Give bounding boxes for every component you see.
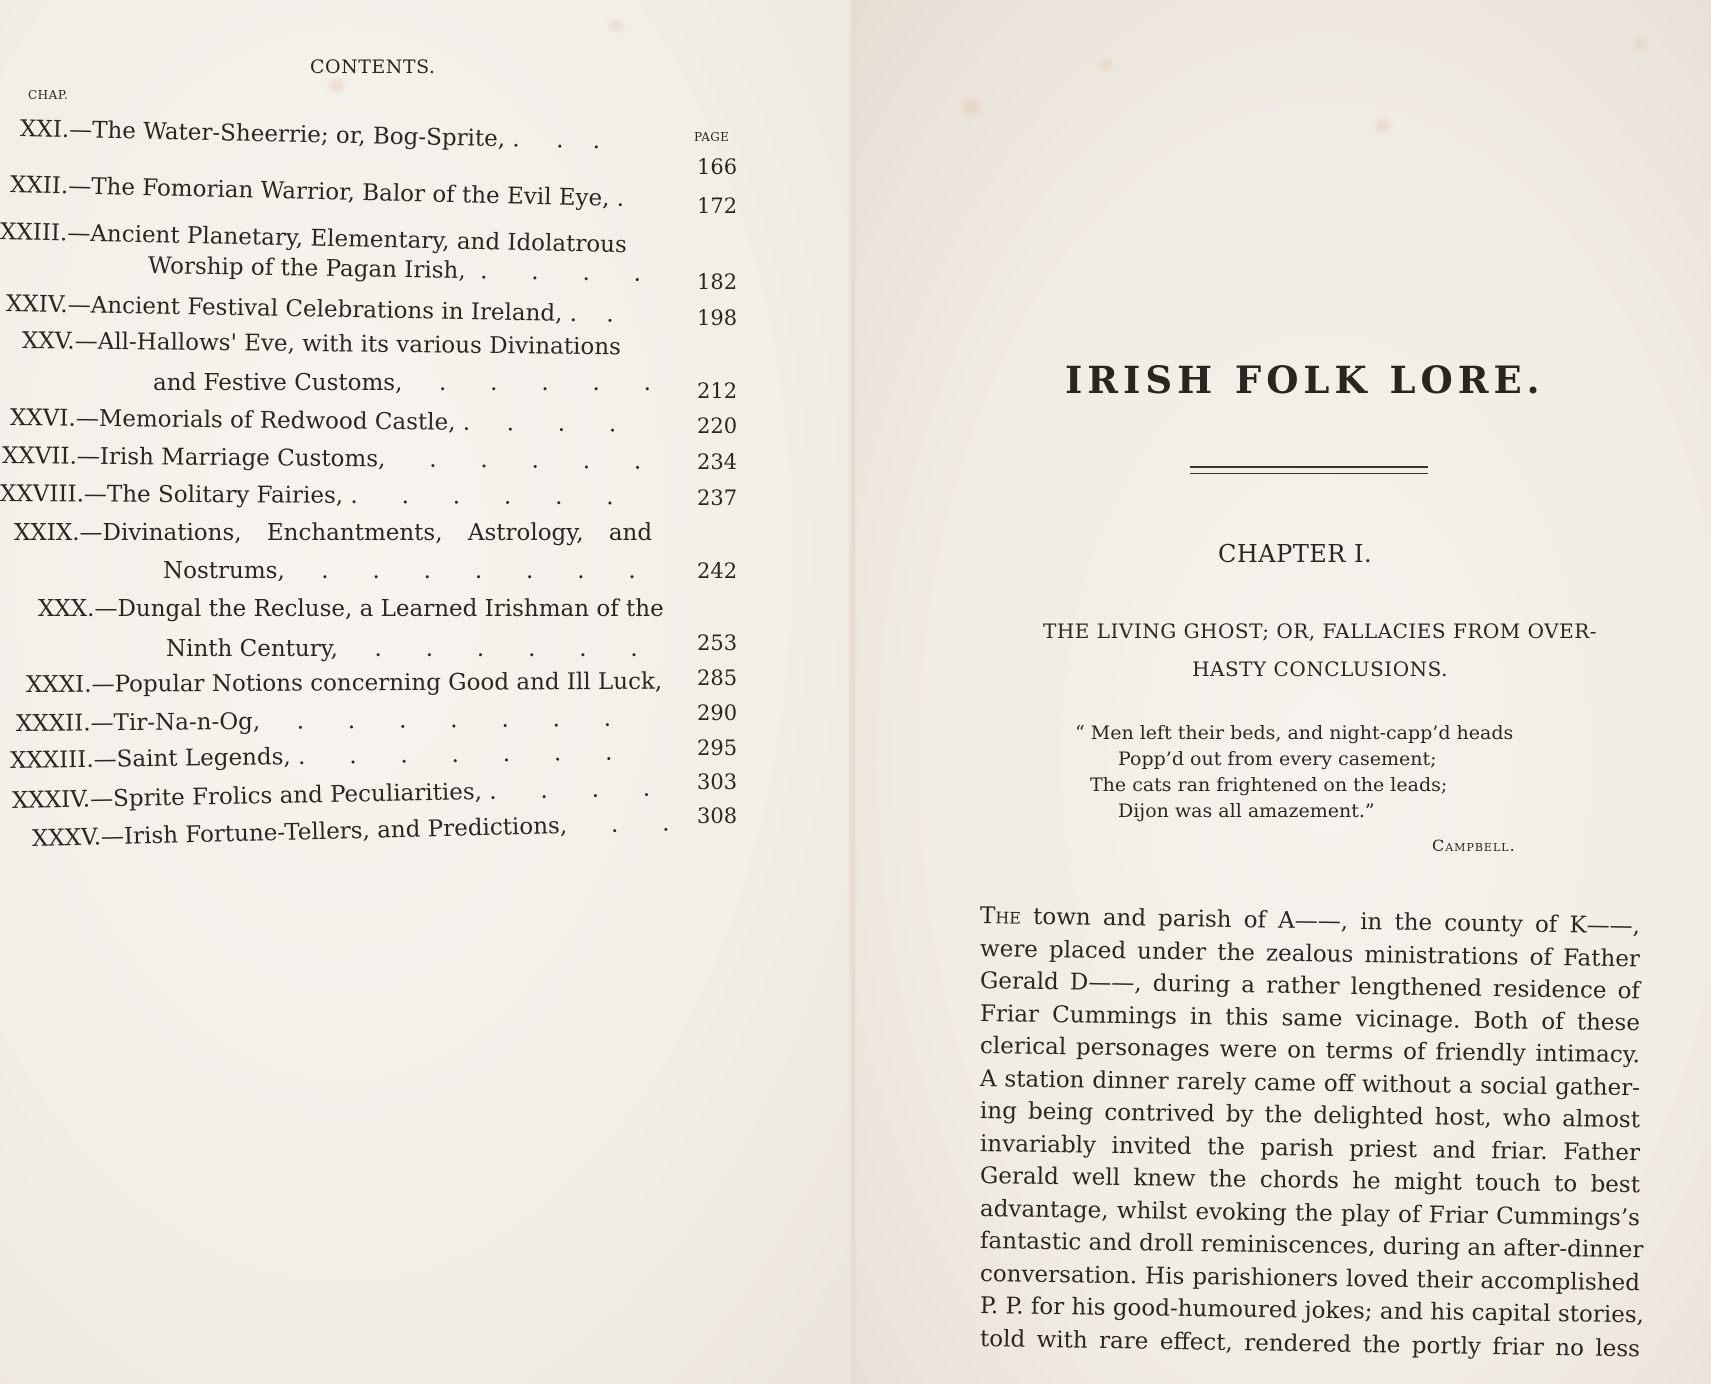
toc-chapter-number: XXIX. xyxy=(14,520,80,546)
body-line: invariably invited the parish priest and friar. Father xyxy=(979,1130,1641,1166)
epigraph-attribution: Campbell. xyxy=(1432,836,1516,855)
toc-entry[interactable] xyxy=(38,598,664,621)
toc-chapter-number: XXIII. xyxy=(0,219,68,247)
toc-title: —Sprite Frolics and Peculiarities, . xyxy=(89,778,497,813)
toc-chapter-number: XXXIV. xyxy=(11,786,91,814)
toc-chapter-number: XXIV. xyxy=(5,291,68,319)
body-line: advantage, whilst evoking the play of Friar Cummings’s xyxy=(979,1195,1641,1231)
verse-line: The cats ran frightened on the leads; xyxy=(1090,774,1448,796)
body-line: Friar Cummings in this same vicinage. Both of these xyxy=(979,1000,1641,1036)
toc-entry-continuation: and Festive Customs, . . . . . xyxy=(153,370,651,396)
body-line: were placed under the zealous ministrations of Father xyxy=(979,935,1641,972)
body-line: P. P. for his good-humoured jokes; and his capital stories, xyxy=(979,1293,1645,1329)
toc-chapter-number: XXII. xyxy=(9,172,69,200)
toc-title: —Irish Fortune-Tellers, and Predictions, xyxy=(100,812,568,851)
toc-page-number: 308 xyxy=(697,804,738,828)
toc-page-number: 295 xyxy=(697,736,738,760)
book-title: IRISH FOLK LORE. xyxy=(1065,358,1545,402)
toc-page-number: 234 xyxy=(697,450,738,474)
toc-title: —The Water-Sheerrie; or, Bog-Sprite, . . . xyxy=(68,117,601,155)
body-line: clerical personages were on terms of friendly intimacy. xyxy=(979,1033,1641,1069)
toc-page-number: 285 xyxy=(697,666,738,690)
toc-title: —Divinations, Enchantments, Astrology, and xyxy=(79,520,653,546)
toc-page-number: 198 xyxy=(697,306,738,330)
toc-chapter-number: XXV. xyxy=(21,328,75,355)
chap-column-label: CHAP. xyxy=(28,88,69,102)
body-line: A station dinner rarely came off without a social gather- xyxy=(979,1065,1641,1101)
toc-entry-continuation: Worship of the Pagan Irish, . . . . xyxy=(147,253,642,287)
toc-entry[interactable]: XXXIV.—Sprite Frolics and Peculiarities, . . . . xyxy=(11,775,651,814)
body-line: The town and parish of A——, in the county of K——, xyxy=(979,903,1641,940)
toc-chapter-number: XXXIII. xyxy=(9,746,94,774)
toc-page-number: 182 xyxy=(697,270,738,294)
body-line: ing being contrived by the delighted host, who almost xyxy=(979,1098,1641,1134)
table-of-contents xyxy=(0,0,760,900)
toc-chapter-number: XXX. xyxy=(38,596,95,622)
toc-page-number: 242 xyxy=(697,559,738,583)
verse-line: Popp’d out from every casement; xyxy=(1118,748,1437,770)
verse-line: Dijon was all amazement.” xyxy=(1118,800,1375,822)
toc-entry-continuation: Nostrums, . . . . . . . xyxy=(163,558,636,584)
toc-chapter-number: XXXV. xyxy=(31,824,102,852)
chapter-subtitle: THE LIVING GHOST; OR, FALLACIES FROM OVER- HASTY CONCLUSIONS. xyxy=(1042,619,1598,681)
toc-title: —Irish Marriage Customs, xyxy=(76,443,386,473)
toc-entry[interactable] xyxy=(22,330,621,359)
body-line: conversation. His parishioners loved their accomplished xyxy=(979,1260,1641,1296)
toc-chapter-number: XXVIII. xyxy=(0,481,85,508)
foxing-stain xyxy=(1100,60,1112,70)
toc-title: —All-Hallows' Eve, with its various Divinations xyxy=(74,328,622,361)
toc-page-number: 166 xyxy=(697,155,738,179)
toc-entry[interactable]: XXXIII.—Saint Legends, . . . . . . . xyxy=(9,739,613,774)
epigraph-verse xyxy=(1075,720,1513,824)
toc-entry[interactable] xyxy=(14,522,652,545)
left-page-contents xyxy=(0,0,855,1384)
toc-entry[interactable]: XXVIII.—The Solitary Fairies, . . . . . . xyxy=(0,481,614,511)
contents-heading: CONTENTS. xyxy=(310,56,436,78)
toc-page-number: 220 xyxy=(697,414,738,438)
toc-title: —The Solitary Fairies, . xyxy=(83,481,358,509)
toc-entry[interactable]: XXXII.—Tir-Na-n-Og, . . . . . . . xyxy=(15,705,612,737)
toc-title: —Ancient Planetary, Elementary, and Idolatrous xyxy=(67,220,628,259)
toc-chapter-number: XXVII. xyxy=(1,443,77,470)
verse-line: “ Men left their beds, and night-capp’d heads xyxy=(1075,722,1514,744)
foxing-stain xyxy=(963,100,979,114)
foxing-stain xyxy=(1375,120,1389,132)
toc-title: —Dungal the Recluse, a Learned Irishman of the xyxy=(94,596,664,622)
toc-page-number: 172 xyxy=(697,194,738,218)
chapter-heading: CHAPTER I. xyxy=(1218,540,1373,568)
foxing-stain xyxy=(1635,40,1645,50)
chapter-body-text xyxy=(979,900,1660,1362)
body-line: fantastic and droll reminiscences, during an after-dinner xyxy=(979,1228,1644,1264)
toc-chapter-number: XXXII. xyxy=(15,710,91,737)
toc-entry[interactable]: XXVII.—Irish Marriage Customs, . . . . . xyxy=(1,443,642,475)
body-line: told with rare effect, rendered the portly friar no less xyxy=(979,1325,1641,1362)
toc-entry[interactable] xyxy=(10,174,625,211)
toc-entry[interactable]: XXXV.—Irish Fortune-Tellers, and Predictions, . . xyxy=(31,810,670,852)
toc-title: —The Fomorian Warrior, Balor of the Evil Eye, . xyxy=(67,173,625,212)
toc-page-number: 303 xyxy=(697,770,738,794)
toc-entry[interactable] xyxy=(20,118,601,153)
toc-page-number: 237 xyxy=(697,486,738,510)
toc-title: —Saint Legends, . xyxy=(93,743,306,773)
toc-page-number: 253 xyxy=(697,631,738,655)
toc-page-number: 212 xyxy=(697,379,738,403)
toc-title: —Ancient Festival Celebrations in Ireland, . xyxy=(67,292,578,327)
double-rule-divider xyxy=(1190,466,1428,474)
toc-entry[interactable] xyxy=(0,221,627,257)
body-line: Gerald D——, during a rather lengthened residence of xyxy=(979,968,1641,1005)
toc-chapter-number: XXI. xyxy=(19,116,70,144)
toc-page-number: 290 xyxy=(697,701,738,725)
toc-chapter-number: XXXI. xyxy=(25,671,92,698)
toc-entry[interactable]: XXIV.—Ancient Festival Celebrations in Ireland, . . xyxy=(5,291,614,328)
toc-chapter-number: XXVI. xyxy=(9,405,76,432)
drop-word: The xyxy=(979,903,1022,930)
toc-title: —Memorials of Redwood Castle, . xyxy=(75,405,471,436)
toc-entry[interactable] xyxy=(25,668,663,698)
toc-entry-continuation: Ninth Century, . . . . . . xyxy=(166,636,638,662)
toc-entry[interactable]: XXVI.—Memorials of Redwood Castle, . . . . xyxy=(9,405,617,438)
page-column-label: PAGE xyxy=(694,130,730,144)
toc-title: —Popular Notions concerning Good and Ill Luck, xyxy=(91,668,663,698)
toc-title: —Tir-Na-n-Og, xyxy=(90,708,261,737)
body-line: Gerald well knew the chords he might touch to best xyxy=(979,1163,1641,1199)
